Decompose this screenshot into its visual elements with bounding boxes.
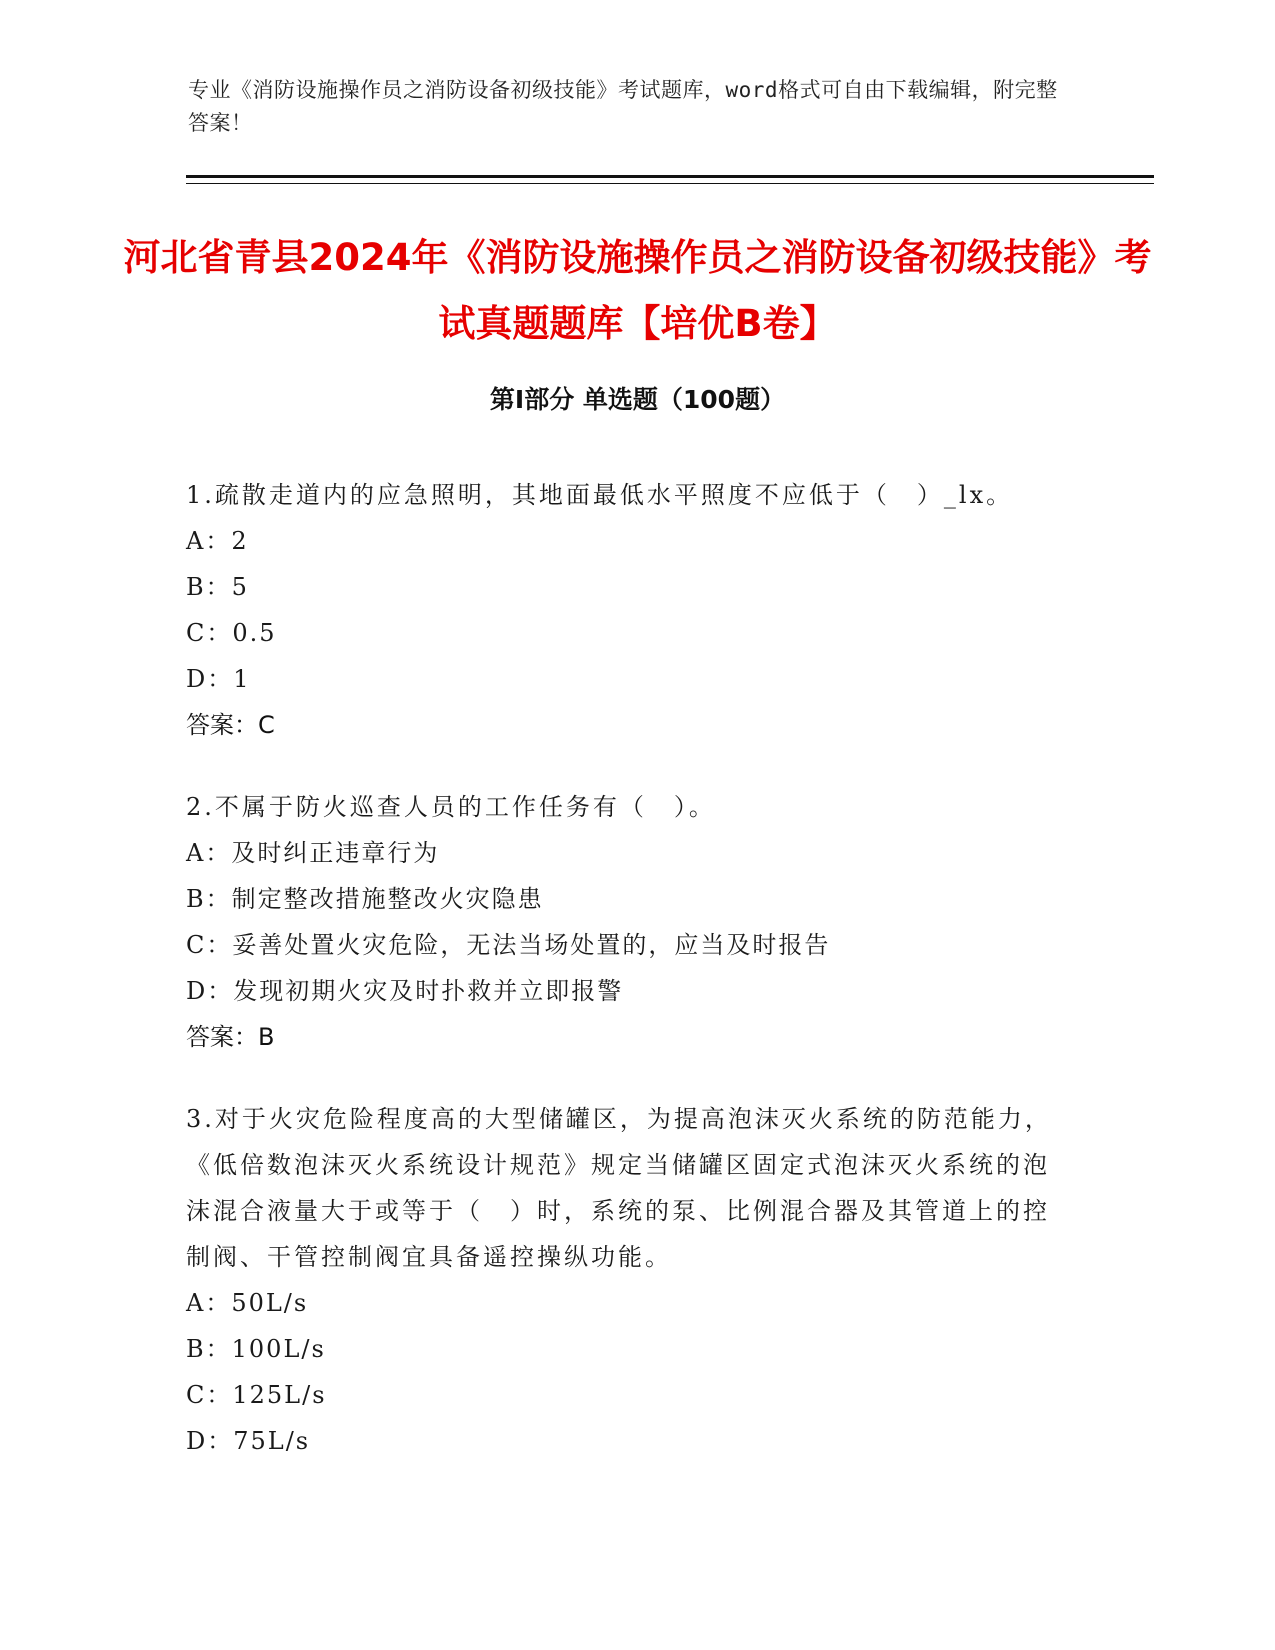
document-title: 河北省青县2024年《消防设施操作员之消防设备初级技能》考试真题题库【培优B卷】 [123,236,1152,345]
question-2 [186,784,1066,1060]
option-b: B：100L/s [186,1335,326,1363]
option-c: C：0.5 [186,619,277,647]
option-d: D：1 [186,665,251,693]
section-title: 第Ⅰ部分 单选题（100题） [489,385,786,414]
option-c: C：妥善处置火灾危险，无法当场处置的，应当及时报告 [186,931,831,959]
header-divider-thick [186,175,1154,178]
option-d: D：发现初期火灾及时扑救并立即报警 [186,977,624,1005]
option-b: B：制定整改措施整改火灾隐患 [186,885,544,913]
option-c: C：125L/s [186,1381,327,1409]
option-b: B：5 [186,573,249,601]
header-note: 专业《消防设施操作员之消防设备初级技能》考试题库，word格式可自由下载编辑，附完整答案！ [188,78,1058,135]
answer: 答案：B [186,1023,275,1051]
question-stem: 2.不属于防火巡查人员的工作任务有（ ）。 [186,793,716,821]
header-divider-thin [186,183,1154,184]
question-stem: 1.疏散走道内的应急照明，其地面最低水平照度不应低于（ ）_lx。 [186,481,1014,509]
question-1 [186,472,1066,748]
option-d: D：75L/s [186,1427,311,1455]
option-a: A：及时纠正违章行为 [186,839,440,867]
question-list [186,472,1066,1500]
option-a: A：2 [186,527,249,555]
answer: 答案：C [186,711,275,739]
question-stem: 3.对于火灾危险程度高的大型储罐区，为提高泡沫灭火系统的防范能力，《低倍数泡沫灭火系统设计规范》规定当储罐区固定式泡沫灭火系统的泡沫混合液量大于或等于（ ）时，系统的泵、比例混合器及其管道上的控制阀、干管控制阀宜具备遥控操纵功能。 [186,1105,1052,1271]
question-3 [186,1096,1066,1464]
option-a: A：50L/s [186,1289,309,1317]
